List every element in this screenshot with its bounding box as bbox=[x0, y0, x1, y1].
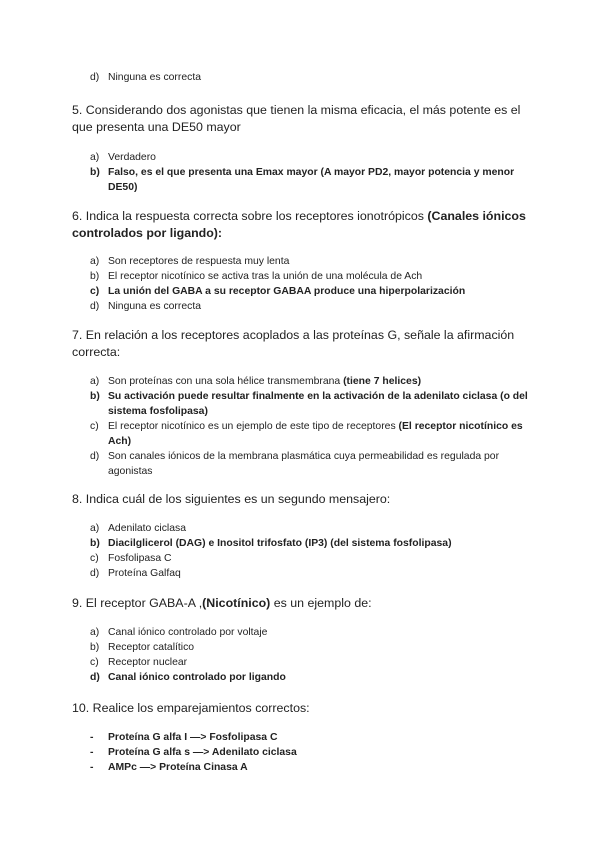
option-text: Proteína Galfaq bbox=[108, 568, 181, 579]
option-letter: b) bbox=[90, 391, 100, 402]
option-text: Adenilato ciclasa bbox=[108, 523, 186, 534]
matching-item bbox=[90, 760, 530, 775]
option-letter: b) bbox=[90, 271, 100, 282]
option-b bbox=[90, 640, 530, 655]
question-10-items bbox=[90, 730, 530, 775]
option-text: Ninguna es correcta bbox=[108, 72, 201, 83]
question-6-options bbox=[90, 254, 530, 314]
option-text: Receptor catalítico bbox=[108, 642, 195, 653]
option-b bbox=[90, 536, 530, 551]
option-letter: d) bbox=[90, 451, 100, 462]
option-letter: d) bbox=[90, 568, 100, 579]
option-letter: c) bbox=[90, 553, 99, 564]
option-text: El receptor nicotínico se activa tras la unión de una molécula de Ach bbox=[108, 271, 423, 282]
option-d bbox=[90, 566, 530, 581]
option-c bbox=[90, 551, 530, 566]
option-a bbox=[90, 150, 530, 165]
option-letter: c) bbox=[90, 421, 99, 432]
option-d bbox=[90, 70, 530, 85]
option-letter: a) bbox=[90, 523, 100, 534]
option-letter: c) bbox=[90, 286, 100, 297]
matching-text: Proteína G alfa I —> Fosfolipasa C bbox=[108, 732, 278, 743]
option-a bbox=[90, 625, 530, 640]
option-note: (El receptor nicotínico es Ach) bbox=[108, 421, 523, 447]
question-10 bbox=[72, 700, 532, 717]
option-letter: b) bbox=[90, 538, 100, 549]
question-9 bbox=[72, 595, 532, 612]
matching-item bbox=[90, 730, 530, 745]
option-letter: b) bbox=[90, 642, 100, 653]
question-bold-text: (Canales iónicos controlados por ligando): bbox=[72, 209, 526, 240]
option-text: Fosfolipasa C bbox=[108, 553, 172, 564]
bullet-dash: - bbox=[90, 732, 94, 743]
option-letter: a) bbox=[90, 152, 100, 163]
option-note: (tiene 7 helices) bbox=[343, 376, 422, 387]
question-9-options bbox=[90, 625, 530, 685]
option-b bbox=[90, 269, 530, 284]
question-5 bbox=[72, 102, 532, 136]
option-c bbox=[90, 419, 530, 449]
option-text: Son receptores de respuesta muy lenta bbox=[108, 256, 290, 267]
option-c bbox=[90, 655, 530, 670]
option-letter: d) bbox=[90, 301, 100, 312]
question-text: 8. Indica cuál de los siguientes es un segundo mensajero: bbox=[72, 492, 391, 506]
option-text: Diacilglicerol (DAG) e Inositol trifosfato (IP3) (del sistema fosfolipasa) bbox=[108, 538, 452, 549]
option-a bbox=[90, 374, 530, 389]
option-a bbox=[90, 521, 530, 536]
question-text: 5. Considerando dos agonistas que tienen la misma eficacia, el más potente es el que presenta una DE50 mayor bbox=[72, 103, 521, 134]
option-d bbox=[90, 299, 530, 314]
option-text: Falso, es el que presenta una Emax mayor (A mayor PD2, mayor potencia y menor DE50) bbox=[108, 167, 515, 193]
option-letter: b) bbox=[90, 167, 100, 178]
option-c bbox=[90, 284, 530, 299]
option-text: Receptor nuclear bbox=[108, 657, 188, 668]
option-text: Son canales iónicos de la membrana plasmática cuya permeabilidad es regulada por agonistas bbox=[108, 451, 500, 477]
top-options bbox=[90, 70, 530, 85]
matching-text: AMPc —> Proteína Cinasa A bbox=[108, 762, 248, 773]
matching-item bbox=[90, 745, 530, 760]
question-text-after: es un ejemplo de: bbox=[270, 596, 372, 610]
bullet-dash: - bbox=[90, 762, 94, 773]
question-7-options bbox=[90, 374, 530, 479]
option-a bbox=[90, 254, 530, 269]
bullet-dash: - bbox=[90, 747, 94, 758]
option-letter: a) bbox=[90, 256, 100, 267]
question-8-options bbox=[90, 521, 530, 581]
option-letter: d) bbox=[90, 672, 100, 683]
question-6 bbox=[72, 208, 532, 242]
option-d bbox=[90, 670, 530, 685]
option-text: La unión del GABA a su receptor GABAA produce una hiperpolarización bbox=[108, 286, 466, 297]
question-text: 6. Indica la respuesta correcta sobre los receptores ionotrópicos bbox=[72, 209, 428, 223]
question-bold-text: (Nicotínico) bbox=[202, 596, 271, 610]
option-text: Verdadero bbox=[108, 152, 156, 163]
option-letter: c) bbox=[90, 657, 99, 668]
option-text: El receptor nicotínico es un ejemplo de este tipo de receptores bbox=[108, 421, 399, 432]
option-b bbox=[90, 389, 530, 419]
option-text: Ninguna es correcta bbox=[108, 301, 201, 312]
question-5-options bbox=[90, 150, 530, 195]
question-text: 7. En relación a los receptores acoplados a las proteínas G, señale la afirmación correcta: bbox=[72, 328, 515, 359]
option-b bbox=[90, 165, 530, 195]
question-text: 9. El receptor GABA-A , bbox=[72, 596, 203, 610]
question-text: 10. Realice los emparejamientos correctos: bbox=[72, 701, 310, 715]
question-8 bbox=[72, 491, 532, 508]
option-letter: d) bbox=[90, 72, 100, 83]
option-text: Su activación puede resultar finalmente en la activación de la adenilato ciclasa (o del sistema fosfolipasa) bbox=[108, 391, 528, 417]
question-7 bbox=[72, 327, 532, 361]
option-d bbox=[90, 449, 530, 479]
option-text: Canal iónico controlado por ligando bbox=[108, 672, 286, 683]
matching-text: Proteína G alfa s —> Adenilato ciclasa bbox=[108, 747, 297, 758]
option-letter: a) bbox=[90, 627, 100, 638]
option-letter: a) bbox=[90, 376, 100, 387]
option-text: Son proteínas con una sola hélice transmembrana bbox=[108, 376, 344, 387]
option-text: Canal iónico controlado por voltaje bbox=[108, 627, 268, 638]
